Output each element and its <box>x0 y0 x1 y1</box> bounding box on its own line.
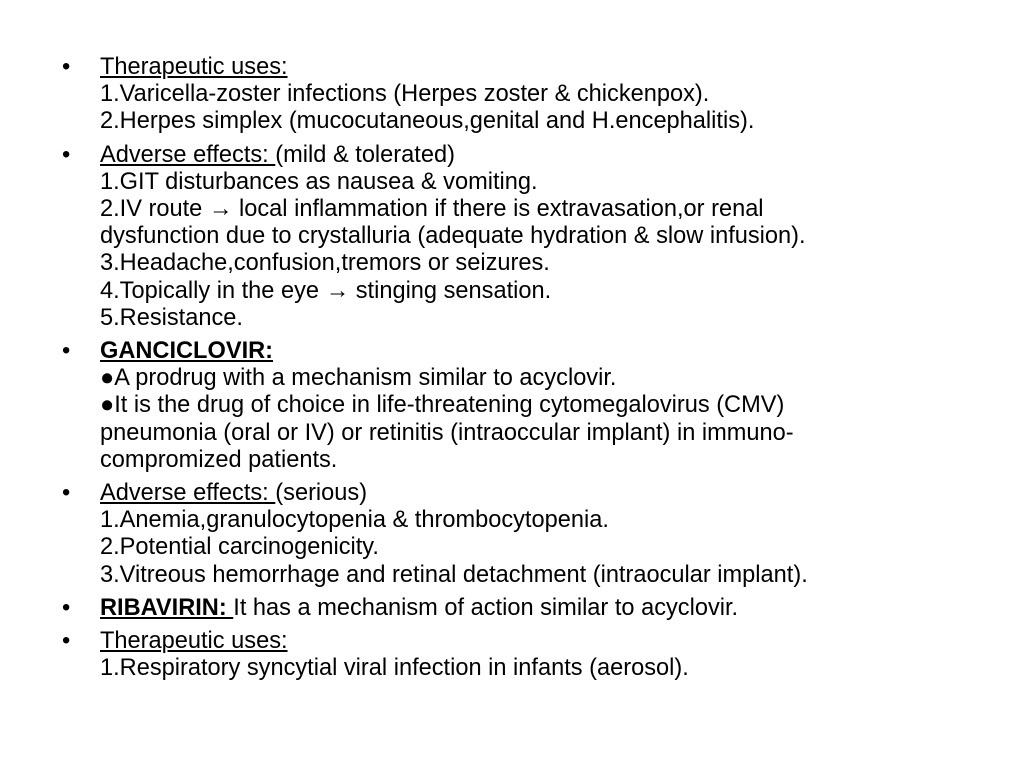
text-line: ●A prodrug with a mechanism similar to acyclovir. <box>100 365 617 392</box>
bullet-dot: • <box>62 54 71 80</box>
text-line: 1.Varicella-zoster infections (Herpes zoster & chickenpox). <box>100 81 710 108</box>
bullet-heading-line <box>100 480 992 507</box>
ribavirin-text: It has a mechanism of action similar to acyclovir. <box>233 594 739 621</box>
bullet-dot: • <box>62 338 71 365</box>
bullet-heading-line <box>100 54 992 81</box>
text-line: ●It is the drug of choice in life-threatening cytomegalovirus (CMV) <box>100 392 785 419</box>
heading-ganciclovir: GANCICLOVIR: <box>100 338 274 365</box>
text-line: 3.Vitreous hemorrhage and retinal detachment (intraocular implant). <box>100 561 808 588</box>
bullet-dot: • <box>62 628 71 655</box>
bullet-heading-line <box>100 338 992 365</box>
bullet-dot: • <box>62 141 71 168</box>
text-line: 1.Respiratory syncytial viral infection in infants (aerosol). <box>100 655 689 682</box>
bullet-dot: • <box>62 480 71 507</box>
bullet-dot: • <box>62 594 71 621</box>
heading-adverse-effects: Adverse effects: <box>100 141 276 168</box>
heading-note: (serious) <box>275 480 368 507</box>
text-line: 2.Potential carcinogenicity. <box>100 534 379 561</box>
bullet-list <box>62 54 992 688</box>
bullet-ribavirin <box>62 595 992 622</box>
text-line: 2.IV route → local inflammation if there is extravasation,or renal <box>100 196 764 223</box>
bullet-therapeutic-uses-ribavirin <box>62 628 992 682</box>
text-line: 2.Herpes simplex (mucocutaneous,genital and H.encephalitis). <box>100 108 755 135</box>
heading-therapeutic-uses: Therapeutic uses: <box>100 54 288 80</box>
text-line: 5.Resistance. <box>100 304 243 331</box>
bullet-adverse-effects-ganciclovir <box>62 480 992 589</box>
text-line: 1.GIT disturbances as nausea & vomiting. <box>100 168 538 195</box>
text-line: 3.Headache,confusion,tremors or seizures. <box>100 250 550 277</box>
heading-adverse-effects: Adverse effects: <box>100 480 276 507</box>
bullet-heading-line <box>100 142 992 169</box>
bullet-ganciclovir <box>62 338 992 474</box>
heading-ribavirin: RIBAVIRIN: <box>100 594 234 621</box>
bullet-heading-line <box>100 595 992 622</box>
text-line: dysfunction due to crystalluria (adequate hydration & slow infusion). <box>100 223 806 250</box>
text-line: 4.Topically in the eye → stinging sensation. <box>100 277 552 304</box>
bullet-adverse-effects-acyclovir <box>62 142 992 332</box>
text-line: pneumonia (oral or IV) or retinitis (intraoccular implant) in immuno- <box>100 419 794 446</box>
heading-therapeutic-uses: Therapeutic uses: <box>100 628 288 655</box>
bullet-heading-line <box>100 628 992 655</box>
text-line: 1.Anemia,granulocytopenia & thrombocytopenia. <box>100 507 609 534</box>
bullet-therapeutic-uses-acyclovir <box>62 54 992 136</box>
text-line: compromized patients. <box>100 446 338 473</box>
heading-note: (mild & tolerated) <box>275 141 455 168</box>
